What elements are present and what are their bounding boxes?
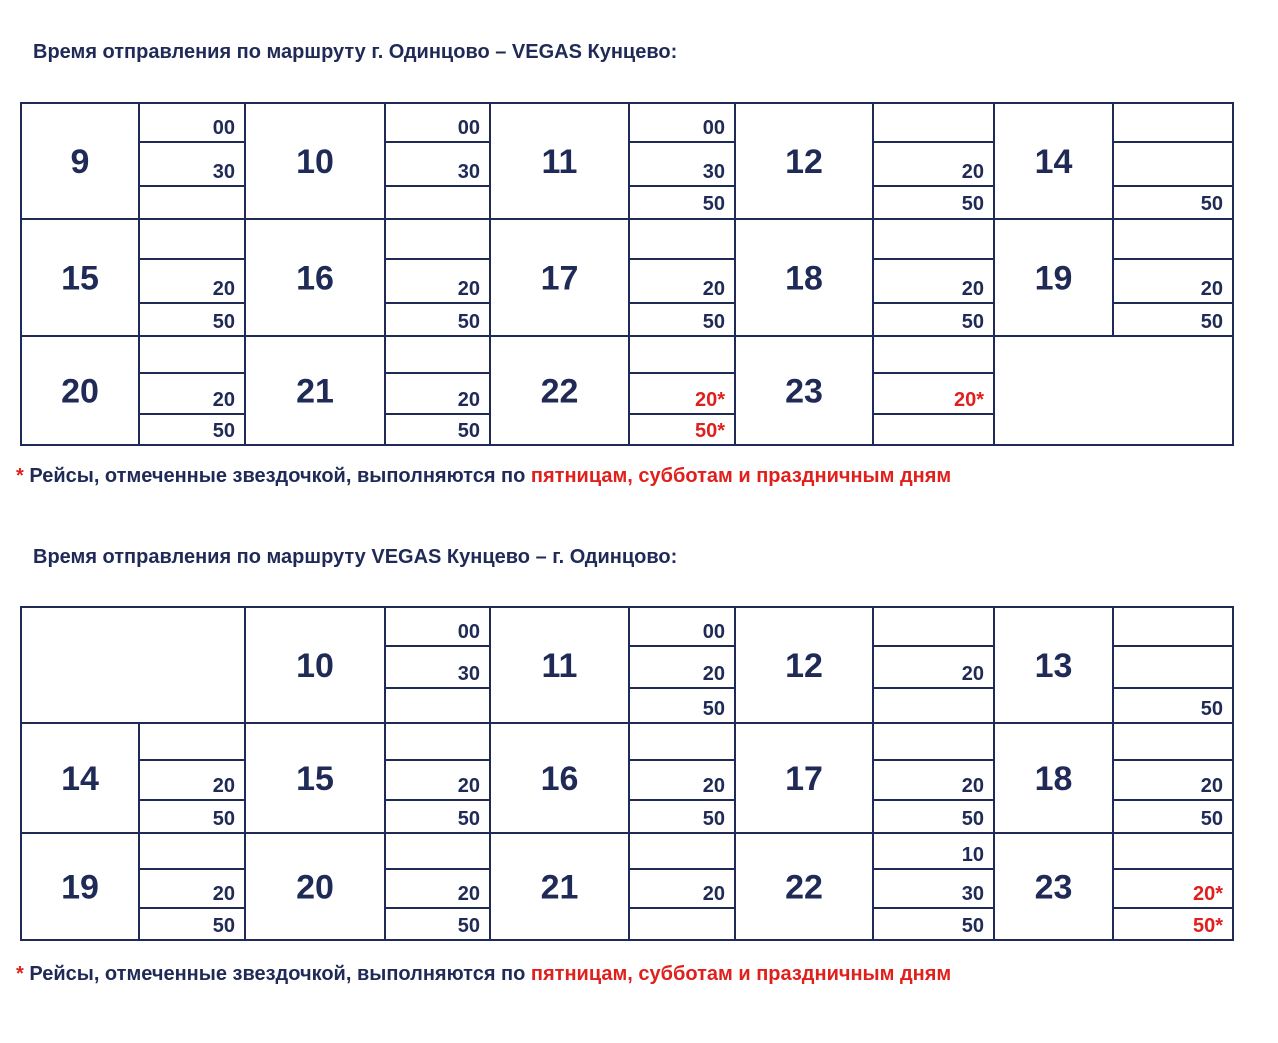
departure-minute: 00	[702, 621, 725, 643]
departure-minute: 20	[212, 775, 235, 797]
footnote-text: Рейсы, отмеченные звездочкой, выполняются по	[23, 465, 531, 487]
departure-minute: 00	[212, 117, 235, 139]
footnote-star: *	[16, 963, 24, 985]
hour-label: 23	[1034, 868, 1073, 907]
hour-label: 18	[1034, 760, 1073, 798]
hour-label: 20	[61, 372, 99, 411]
departure-minute: 50	[1200, 808, 1223, 830]
departure-minute: 50	[457, 420, 480, 442]
footnote-2	[16, 963, 951, 986]
departure-minute: 50	[702, 311, 725, 333]
hour-label: 16	[540, 760, 579, 798]
hour-label: 21	[540, 868, 579, 907]
departure-minute: 30	[212, 161, 235, 183]
departure-minute: 50*	[694, 420, 725, 442]
departure-minute: 20	[961, 278, 984, 300]
hour-label: 9	[70, 143, 90, 181]
hour-label: 17	[540, 259, 579, 298]
departure-minute: 50	[457, 808, 480, 830]
hour-label: 17	[785, 760, 823, 798]
departure-minute: 50	[961, 193, 984, 215]
hour-label: 22	[540, 372, 579, 411]
departure-minute: 30	[702, 161, 725, 183]
departure-minute: 50	[1200, 311, 1223, 333]
hour-label: 18	[785, 259, 823, 298]
departure-minute: 50	[1200, 698, 1223, 720]
departure-minute: 20	[702, 663, 725, 685]
departure-minute: 20	[1200, 278, 1223, 300]
departure-minute: 20	[702, 278, 725, 300]
departure-minute: 20*	[953, 389, 984, 411]
hour-label: 13	[1034, 647, 1073, 685]
departure-minute: 20	[457, 389, 480, 411]
departure-minute: 10	[961, 844, 984, 866]
hour-label: 20	[296, 868, 334, 907]
departure-minute: 50*	[1192, 915, 1223, 937]
departure-minute: 20	[457, 883, 480, 905]
hour-label: 11	[541, 647, 578, 685]
departure-minute: 20	[212, 389, 235, 411]
hour-label: 12	[785, 647, 823, 685]
hour-label: 15	[61, 259, 99, 298]
footnote-highlight: пятницам, субботам и праздничным дням	[530, 465, 952, 487]
footnote-highlight: пятницам, субботам и праздничным дням	[530, 963, 952, 985]
hour-label: 14	[61, 760, 99, 798]
departure-minute: 50	[212, 808, 235, 830]
departure-minute: 50	[961, 311, 984, 333]
departure-minute: 20*	[1192, 883, 1223, 905]
departure-minute: 50	[457, 915, 480, 937]
schedule-table-1	[0, 98, 1278, 450]
departure-minute: 50	[702, 808, 725, 830]
hour-label: 23	[785, 372, 823, 411]
hour-label: 10	[296, 647, 334, 685]
hour-label: 10	[296, 143, 334, 181]
departure-minute: 30	[961, 883, 984, 905]
departure-minute: 50	[702, 193, 725, 215]
departure-minute: 30	[457, 161, 480, 183]
hour-label: 16	[296, 259, 334, 298]
route-title-2: Время отправления по маршруту VEGAS Кунцево – г. Одинцово:	[33, 546, 678, 568]
hour-label: 12	[785, 143, 823, 181]
departure-minute: 00	[457, 621, 480, 643]
departure-minute: 20	[212, 883, 235, 905]
departure-minute: 20	[961, 161, 984, 183]
hour-label: 19	[61, 868, 99, 907]
hour-label: 11	[541, 143, 578, 181]
hour-label: 15	[296, 760, 334, 798]
departure-minute: 50	[457, 311, 480, 333]
departure-minute: 20	[702, 775, 725, 797]
departure-minute: 00	[457, 117, 480, 139]
departure-minute: 20	[457, 278, 480, 300]
footnote-text: Рейсы, отмеченные звездочкой, выполняются по	[23, 963, 531, 985]
departure-minute: 50	[961, 808, 984, 830]
departure-minute: 20*	[694, 389, 725, 411]
departure-minute: 50	[1200, 193, 1223, 215]
departure-minute: 00	[702, 117, 725, 139]
hour-label: 14	[1034, 143, 1073, 181]
departure-minute: 20	[961, 663, 984, 685]
hour-label: 22	[785, 868, 823, 907]
departure-minute: 20	[961, 775, 984, 797]
footnote-1	[16, 465, 951, 488]
route-title-1: Время отправления по маршруту г. Одинцово – VEGAS Кунцево:	[33, 41, 678, 63]
departure-minute: 50	[212, 915, 235, 937]
schedule-table-2	[0, 602, 1278, 942]
departure-minute: 50	[702, 698, 725, 720]
departure-minute: 50	[212, 311, 235, 333]
departure-minute: 20	[702, 883, 725, 905]
departure-minute: 50	[212, 420, 235, 442]
departure-minute: 20	[457, 775, 480, 797]
departure-minute: 20	[1200, 775, 1223, 797]
departure-minute: 50	[961, 915, 984, 937]
hour-label: 19	[1034, 259, 1073, 298]
departure-minute: 20	[212, 278, 235, 300]
footnote-star: *	[16, 465, 24, 487]
departure-minute: 30	[457, 663, 480, 685]
hour-label: 21	[296, 372, 334, 411]
